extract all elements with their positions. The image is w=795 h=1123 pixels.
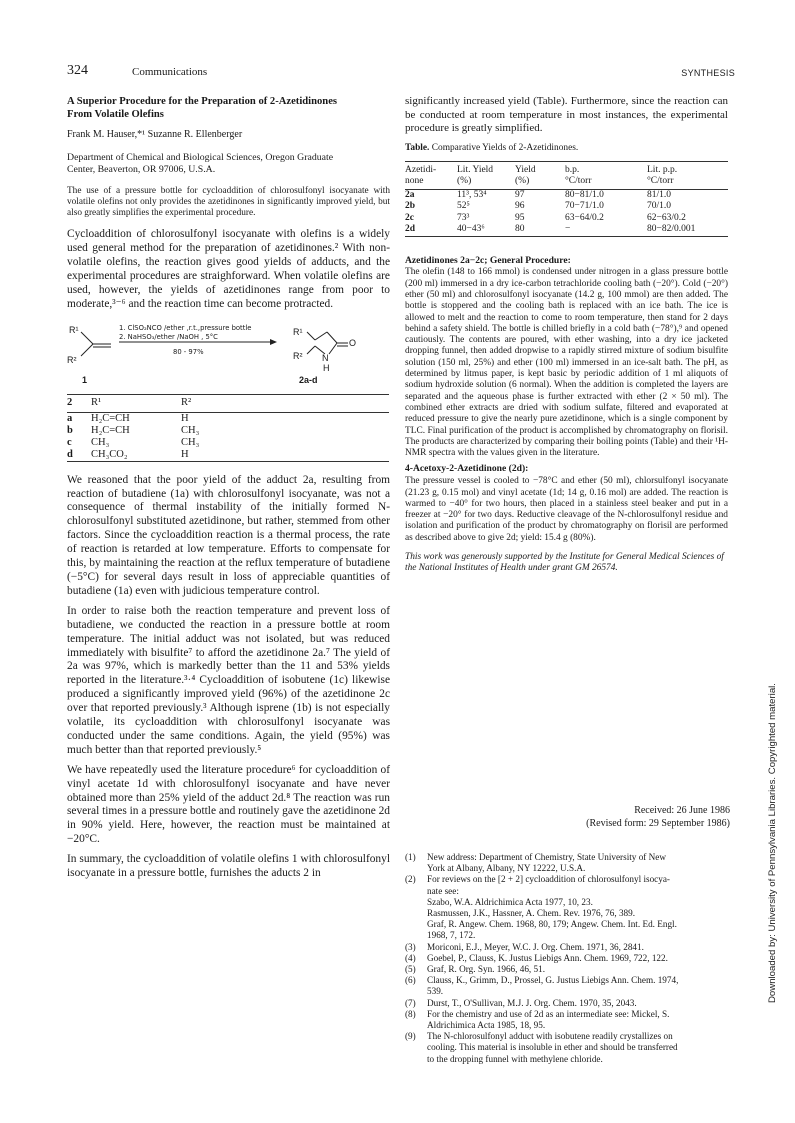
header-line: °C/torr: [647, 175, 674, 186]
reference-number: (4): [405, 952, 416, 963]
reference-line: cooling. This material is insoluble in ether and should be transferred: [427, 1042, 678, 1053]
procedure-text-1: The olefin (148 to 166 mmol) is condensed under nitrogen in a glass pressure bottle (200 ml) immersed in a dry ice-carbon tetrachloride cooling bath (−20°). Cold (−20°) ether (50 ml) and chlorosulfonyl isocyanate (14.2 g, 100 mmol) are then added. The bottle is stoppered and the cooling bath is replaced with an ice bath. The ice is allowed to melt and the reaction to come to room temperature, then stand for 2 days behind a safety shield. The bottle is chilled briefly in a cold bath (−78°),⁹ and opened cautiously. The contents are poured, with ether washing, into a dry ice jacketed dropping funnel, then added dropwise to a rapidly stirred mixture of sodium bisulfite solution (150 ml, 25%) and ether (100 ml) immersed in an ice-salt bath. The pH, as determined by litmus paper, is kept basic by periodic addition of 1 ml aliquots of sodium hydroxide solution (6 normal). When the addition is completed the layers are separated and the aqueous phase is further extracted with ether (2 × 50 ml). The combined ether extracts are dried with sodium sulfate, filtered and evaporated at reduced pressure to give the nearly pure azetidinone, which is a single component by TLC. Final purification of the product is accomplished by chromatography on florisil. The products are characterized by comparing their boiling points (Table) and their ¹H-NMR spectra with the values given in the literature.: [405, 267, 728, 459]
reference-item: [405, 1031, 730, 1065]
table-cell: CH₃CO₂: [91, 448, 128, 460]
table-cell: 95: [515, 212, 525, 223]
product-label: 2a-d: [299, 374, 318, 385]
reference-item: [405, 953, 730, 964]
journal-name: SYNTHESIS: [681, 68, 735, 78]
page-number: 324: [67, 63, 88, 78]
title-line-1: A Superior Procedure for the Preparation of 2-Azetidinones: [67, 96, 338, 107]
table-cell: CH₃: [181, 436, 200, 448]
table-cell: 2d: [405, 224, 416, 235]
table-row: [67, 412, 389, 425]
reference-line: The N-chlorosulfonyl adduct with isobutene readily crystallizes on: [427, 1031, 673, 1042]
reaction-conditions: [119, 324, 251, 342]
table-row: [67, 425, 389, 437]
table-row: [405, 201, 728, 213]
yields-header-row: [405, 161, 728, 189]
body-paragraph-4: In summary, the cycloaddition of volatile olefins 1 with chlorosulfonyl isocyanate in a pressure bottle, furnishes the aducts 2 in: [67, 853, 390, 880]
table-cell: CH₃: [181, 424, 200, 436]
reference-item: [405, 964, 730, 975]
reference-line: Durst, T., O'Sullivan, M.J. J. Org. Chem. 1970, 35, 2043.: [427, 997, 637, 1008]
yields-header-bp: [565, 161, 647, 189]
body-paragraph-1: We reasoned that the poor yield of the adduct 2a, resulting from reaction of butadiene (1a) with chlorosulfonyl isocyanate, was not a consequence of thermal instability of the initially formed N-chlorosulfonyl substituted azetidinone, but rather, stemmed from other factors. Since the cycloaddition reaction is a thermal process, the rate of reaction is retarded at low temperature. Efforts to compensate for this, by maintaining the reaction at the reflux temperature of butadiene (−5°C) for several days result in loss of appreciable quantities of butadiene (1a) even with judicious temperature control.: [67, 473, 390, 597]
r2-label-product: R²: [293, 350, 303, 361]
table-cell: 70/1.0: [647, 201, 672, 212]
sub-header-r1: R¹: [91, 394, 181, 412]
reference-line: nate see:: [427, 885, 459, 896]
table-cell: H₂C=CH: [91, 412, 130, 424]
reference-item: [405, 975, 730, 997]
yields-header-azetidinone: [405, 161, 457, 189]
right-intro-paragraph: significantly increased yield (Table). Furthermore, since the reaction can be conducted at room temperature in most instances, the experimental procedure is greatly simplified.: [405, 95, 728, 135]
condition-1: 1. ClSO₂NCO /ether ,r.t.,pressure bottle: [119, 323, 252, 332]
table-cell: 73³: [457, 212, 470, 223]
received-date: Received: 26 June 1986: [634, 805, 730, 816]
table-cell: 2a: [405, 189, 415, 200]
authors: Frank M. Hauser,*¹ Suzanne R. Ellenberger: [67, 129, 243, 140]
title-line-2: From Volatile Olefins: [67, 109, 164, 120]
procedure-heading-2: 4-Acetoxy-2-Azetidinone (2d):: [405, 463, 529, 475]
table-row: [405, 224, 728, 236]
reference-line: New address: Department of Chemistry, State University of New: [427, 852, 666, 862]
hydrogen-atom: H: [323, 362, 330, 373]
table-cell: 80−81/1.0: [565, 189, 604, 200]
r1-label-reactant: R¹: [69, 324, 79, 335]
reference-line: Moriconi, E.J., Meyer, W.C. J. Org. Chem. 1971, 36, 2841.: [427, 941, 644, 952]
table-cell: H: [181, 412, 189, 424]
reference-line: For reviews on the [2 + 2] cycloaddition of chlorosulfonyl isocya-: [427, 874, 670, 885]
reference-item: [405, 998, 730, 1009]
reference-item: [405, 942, 730, 953]
header-line: (%): [457, 175, 472, 186]
left-column: [67, 95, 390, 887]
table-cell: a: [67, 412, 73, 424]
table-cell: 2b: [405, 201, 416, 212]
table-cell: 11³, 53⁴: [457, 189, 487, 200]
reference-line: Szabo, W.A. Aldrichimica Acta 1977, 10, 23.: [427, 896, 593, 907]
header-line: none: [405, 175, 424, 186]
reference-number: (2): [405, 874, 416, 885]
header-line: Yield: [515, 164, 536, 175]
table-cell: 80: [515, 224, 525, 235]
nitrogen-atom: N: [322, 352, 329, 363]
reaction-scheme: [67, 322, 390, 388]
yields-table-caption: [405, 142, 728, 155]
reference-number: (5): [405, 964, 416, 975]
table-cell: b: [67, 424, 73, 436]
yields-header-yield: [515, 161, 565, 189]
table-row: [405, 189, 728, 201]
caption-label: Table.: [405, 142, 430, 153]
table-cell: 80−82/0.001: [647, 224, 696, 235]
procedure-text-2: The pressure vessel is cooled to −78°C and ether (50 ml), chlorsulfonyl isocyanate (21.23 g, 0.15 mol) and vinyl acetate (1d; 14 g, 0.16 mol) are added. The reaction is warmed to −40° for two hours, then placed in a stainless steel beaker and put in a freezer at −20° for two days. Reductive cleavage of the N-chlorosulfonyl residue and isolation and purification of the product by chromatography on florisil are performed as described above to give 2d; yield: 15.4 g (80%).: [405, 476, 728, 543]
reference-line: Graf, R. Org. Syn. 1966, 46, 51.: [427, 964, 545, 975]
procedure-heading-1: Azetidinones 2a−2c; General Procedure:: [405, 254, 571, 266]
sub-header-r2: R²: [181, 394, 389, 412]
scheme-yield: 80 - 97%: [173, 347, 204, 356]
references-list: [405, 852, 730, 1065]
reference-line: York at Albany, Albany, NY 12222, U.S.A.: [427, 863, 586, 874]
header-line: Lit. p.p.: [647, 164, 678, 175]
intro-paragraph: Cycloaddition of chlorosulfonyl isocyanate with olefins is a widely used general method for the preparation of azetidinones.² With non-volatile olefins, the reaction gives good yields of adducts, and the experimental procedures are straighforward. When volatile olefins are used, however, the yields of azetidinones range from poor to moderate,³⁻⁶ and the reaction time can become protracted.: [67, 228, 390, 310]
header-line: b.p.: [565, 164, 580, 175]
reference-line: Graf, R. Angew. Chem. 1968, 80, 179; Angew. Chem. Int. Ed. Engl.: [427, 919, 677, 930]
reference-line: Clauss, K., Grimm, D., Prossel, G. Justus Liebigs Ann. Chem. 1974,: [427, 975, 679, 986]
reference-number: (8): [405, 1008, 416, 1019]
table-cell: 81/1.0: [647, 189, 672, 200]
download-watermark: Downloaded by: University of Pennsylvania Libraries. Copyrighted material.: [767, 683, 778, 1003]
revised-date: (Revised form: 29 September 1986): [586, 818, 730, 829]
sub-header-compound: 2: [67, 394, 91, 412]
table-cell: H: [181, 448, 189, 460]
article-title: [67, 95, 390, 121]
header-line: Lit. Yield: [457, 164, 494, 175]
table-cell: 62−63/0.2: [647, 212, 686, 223]
reference-number: (7): [405, 997, 416, 1008]
reference-line: Aldrichimica Acta 1985, 18, 95.: [427, 1020, 546, 1031]
table-row: [405, 213, 728, 225]
reference-line: 539.: [427, 986, 444, 997]
table-cell: CH₃: [91, 436, 110, 448]
section-name: Communications: [132, 66, 208, 78]
table-cell: H₂C=CH: [91, 424, 130, 436]
yields-header-lit-bp: [647, 161, 728, 189]
received-dates: [540, 804, 730, 830]
table-row: [67, 449, 389, 462]
reference-line: Goebel, P., Clauss, K. Justus Liebigs Ann. Chem. 1969, 722, 122.: [427, 952, 668, 963]
affiliation-line-2: Center, Beaverton, OR 97006, U.S.A.: [67, 163, 216, 175]
table-cell: 70−71/1.0: [565, 201, 604, 212]
table-cell: d: [67, 448, 73, 460]
acknowledgement: This work was generously supported by the Institute for General Medical Sciences of the National Institutes of Health under grant GM 26574.: [405, 552, 724, 574]
table-row: [67, 437, 389, 449]
reference-line: 1968, 7, 172.: [427, 930, 476, 941]
table-cell: 40−43⁶: [457, 224, 485, 235]
table-cell: 52⁵: [457, 201, 470, 212]
abstract: The use of a pressure bottle for cycloaddition of chlorosulfonyl isocyanate with volatile olefins not only provides the azetidinones in significantly improved yield, but also greatly simplifies the experimental procedure.: [67, 185, 390, 219]
table-cell: 96: [515, 201, 525, 212]
reactant-label: 1: [82, 374, 88, 385]
substituent-header-row: [67, 394, 389, 412]
table-cell: c: [67, 436, 72, 448]
substituent-table: [67, 394, 389, 462]
table-cell: 97: [515, 189, 525, 200]
reference-number: (6): [405, 975, 416, 986]
header-line: Azetidi-: [405, 164, 437, 175]
reference-number: (3): [405, 941, 416, 952]
body-paragraph-2: In order to raise both the reaction temperature and prevent loss of butadiene, we conducted the reaction in a pressure bottle at room temperature. The initial adduct was not isolated, but was reduced immediately with bisulfite⁷ to afford the azetidinone 2a.⁷ The yield of 2a was 97%, which is markedly better than the 11 and 53% yields reported in the literature.³·⁴ Cycloaddition of isobutene (1c) likewise produced a significantly improved yield (96%) of the azetidinone 2c over that reported previously.³ Although isprene (1b) is not especially volatile, its cycloaddition with chlorosulfonyl isocyanate was conducted under the same conditions. Again, the yield (95%) was much better than that reported previously.⁵: [67, 604, 390, 756]
affiliation-line-1: Department of Chemical and Biological Sciences, Oregon Graduate: [67, 151, 334, 163]
reference-item: [405, 874, 730, 941]
reference-line: Rasmussen, J.K., Hassner, A. Chem. Rev. 1976, 76, 389.: [427, 908, 636, 919]
r2-label-reactant: R²: [67, 354, 77, 365]
reference-item: [405, 852, 730, 874]
header-line: (%): [515, 175, 530, 186]
header-line: °C/torr: [565, 175, 592, 186]
table-cell: 2c: [405, 212, 414, 223]
caption-text: Comparative Yields of 2-Azetidinones.: [431, 142, 579, 153]
reference-item: [405, 1009, 730, 1031]
condition-2: 2. NaHSO₃/ether /NaOH , 5°C: [119, 332, 218, 341]
table-cell: −: [565, 224, 571, 235]
table-cell: 63−64/0.2: [565, 212, 604, 223]
r1-label-product: R¹: [293, 326, 303, 337]
right-column: [405, 95, 728, 575]
yields-header-lit-yield: [457, 161, 515, 189]
reference-line: to the dropping funnel with methylene chloride.: [427, 1053, 603, 1064]
reference-number: (9): [405, 1031, 416, 1042]
reference-number: (1): [405, 852, 416, 862]
reference-line: For the chemistry and use of 2d as an intermediate see: Mickel, S.: [427, 1008, 670, 1019]
affiliation: [67, 152, 390, 176]
yields-table: [405, 161, 728, 237]
body-paragraph-3: We have repeatedly used the literature procedure⁶ for cycloaddition of vinyl acetate 1d with chlorosulfonyl isocyanate and have never obtained more than 25% yield of the adduct 2d.⁸ The reaction was run several times in a pressure bottle and routinely gave the azetidinone 2d in 90% yield. Here, however, the reaction must be maintained at −20°C.: [67, 763, 390, 846]
oxygen-atom: O: [349, 337, 357, 348]
